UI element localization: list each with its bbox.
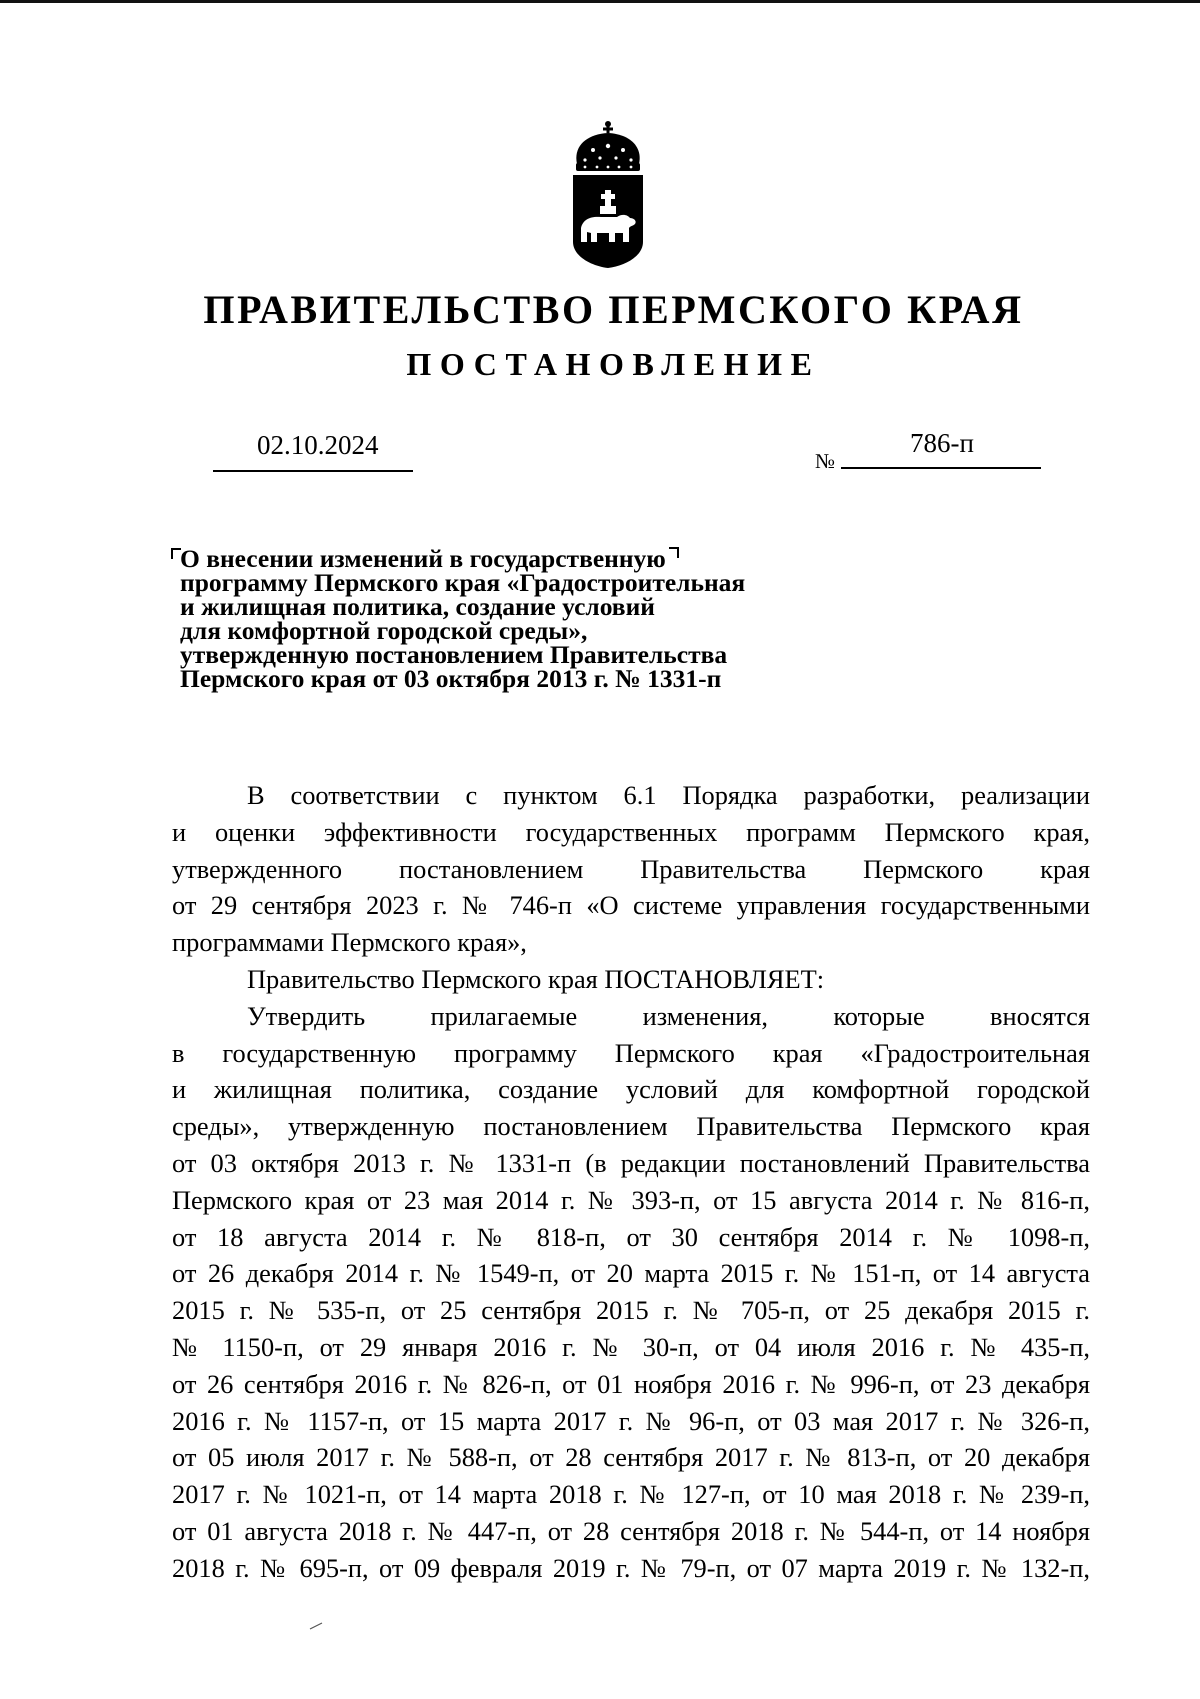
body-line: в государственную программу Пермского края «Градостроительная [172, 1037, 1090, 1068]
perm-krai-coat-of-arms-icon [563, 120, 653, 270]
number-underline [841, 467, 1041, 469]
body-paragraph-basis [172, 777, 1090, 961]
body-paragraph-approve [172, 998, 1090, 1587]
body-line: от 05 июля 2017 г. № 588-п, от 28 сентября 2017 г. № 813-п, от 20 декабря [172, 1442, 1090, 1473]
subject-line: Пермского края от 03 октября 2013 г. № 1331-п [180, 664, 722, 693]
body-line: В соответствии с пунктом 6.1 Порядка разработки, реализации [247, 780, 1090, 810]
body-line: 2018 г. № 695-п, от 09 февраля 2019 г. № 79-п, от 07 марта 2019 г. № 132-п, [172, 1552, 1090, 1583]
body-line: 2017 г. № 1021-п, от 14 марта 2018 г. № 127-п, от 10 мая 2018 г. № 239-п, [172, 1479, 1090, 1510]
body-line: от 18 августа 2014 г. № 818-п, от 30 сентября 2014 г. № 1098-п, [172, 1221, 1090, 1252]
subject-line: программу Пермского края «Градостроительная [180, 568, 746, 597]
body-line: № 1150-п, от 29 января 2016 г. № 30-п, от 04 июля 2016 г. № 435-п, [172, 1331, 1090, 1362]
document-subject [180, 544, 860, 693]
organization-title: ПРАВИТЕЛЬСТВО ПЕРМСКОГО КРАЯ [203, 287, 1024, 332]
number-sign: № [815, 449, 836, 473]
body-line: от 01 августа 2018 г. № 447-п, от 28 сентября 2018 г. № 544-п, от 14 ноября [172, 1515, 1090, 1546]
body-line: от 26 декабря 2014 г. № 1549-п, от 20 марта 2015 г. № 151-п, от 14 августа [172, 1258, 1090, 1289]
body-line: от 03 октября 2013 г. № 1331-п (в редакции постановлений Правительства [172, 1147, 1090, 1178]
document-body [172, 777, 1090, 1587]
body-line: от 26 сентября 2016 г. № 826-п, от 01 ноября 2016 г. № 996-п, от 23 декабря [172, 1368, 1090, 1399]
scan-artifact-mark [309, 1622, 323, 1630]
body-line: и оценки эффективности государственных программ Пермского края, [172, 816, 1090, 847]
date-underline [213, 470, 413, 472]
subject-line: и жилищная политика, создание условий [180, 592, 655, 621]
body-line: от 29 сентября 2023 г. № 746-п «О системе управления государственными [172, 890, 1090, 921]
subject-line: для комфортной городской среды», [180, 616, 588, 645]
body-line: Пермского края от 23 мая 2014 г. № 393-п, от 15 августа 2014 г. № 816-п, [172, 1184, 1090, 1215]
body-line: среды», утвержденную постановлением Правительства Пермского края [172, 1111, 1090, 1142]
body-line: программами Пермского края», [172, 927, 527, 958]
body-paragraph-resolves [172, 961, 1090, 998]
body-line: 2015 г. № 535-п, от 25 сентября 2015 г. № 705-п, от 25 декабря 2015 г. [172, 1295, 1090, 1326]
body-line: 2016 г. № 1157-п, от 15 марта 2017 г. № 96-п, от 03 мая 2017 г. № 326-п, [172, 1405, 1090, 1436]
page-top-border [0, 0, 1200, 3]
body-line: Утвердить прилагаемые изменения, которые вносятся [247, 1000, 1090, 1031]
subject-line: утвержденную постановлением Правительства [180, 640, 728, 669]
body-line: утвержденного постановлением Правительства Пермского края [172, 853, 1090, 884]
subject-line: О внесении изменений в государственную [180, 544, 666, 573]
document-date: 02.10.2024 [257, 430, 379, 460]
document-type: ПОСТАНОВЛЕНИЕ [406, 346, 821, 382]
document-number: 786-п [910, 428, 974, 458]
body-line: и жилищная политика, создание условий для комфортной городской [172, 1074, 1090, 1105]
body-line: Правительство Пермского края ПОСТАНОВЛЯЕТ: [247, 963, 825, 994]
